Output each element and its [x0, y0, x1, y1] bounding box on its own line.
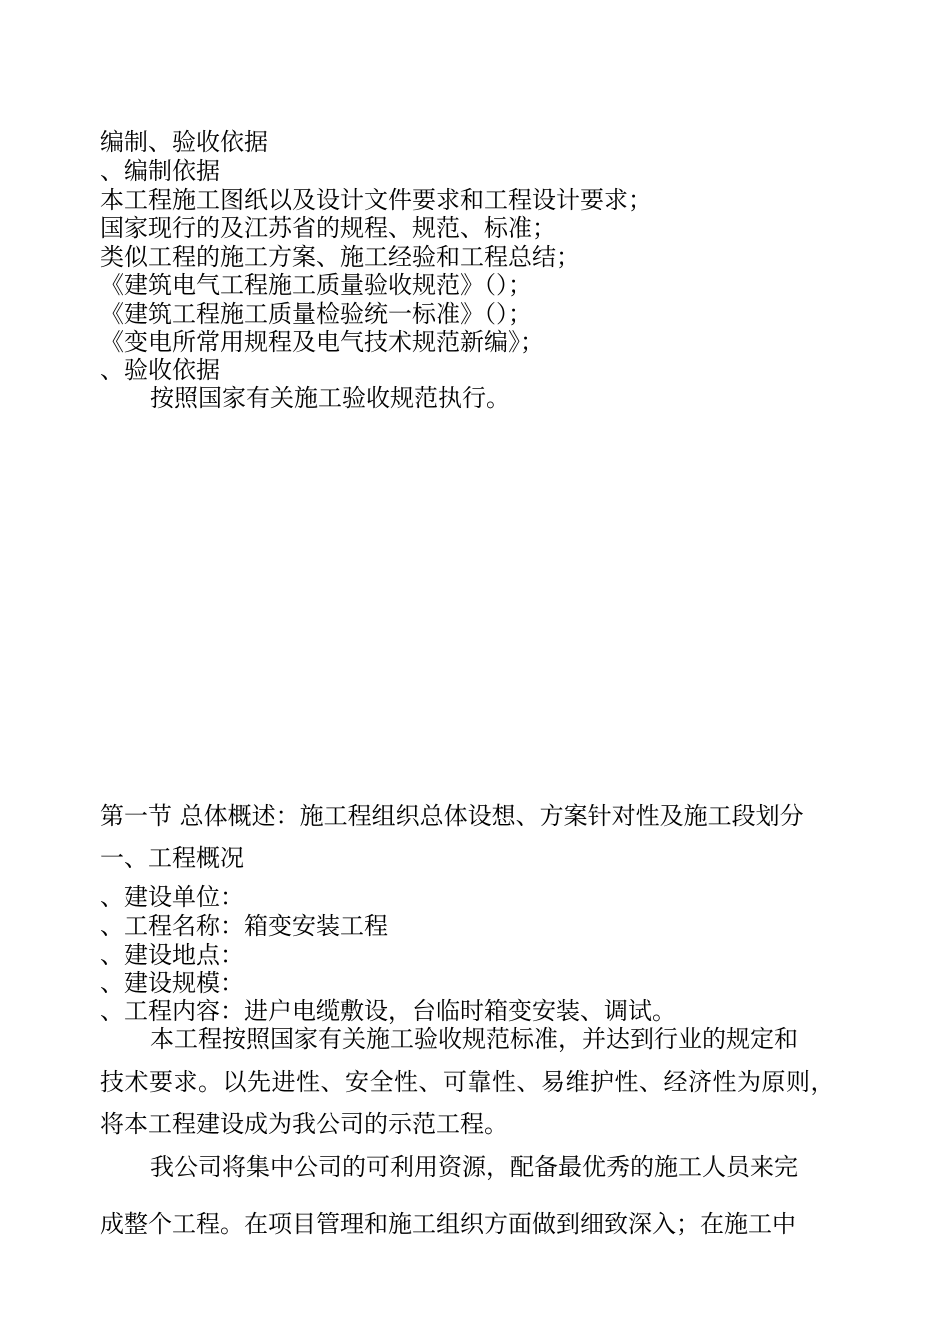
basis-item: 《建筑工程施工质量检验统一标准》（）；	[100, 300, 532, 328]
basis-item: 《建筑电气工程施工质量验收规范》（）；	[100, 271, 532, 299]
paragraph-line: 将本工程建设成为我公司的示范工程。	[100, 1110, 508, 1138]
project-overview-heading: 一、工程概况	[100, 844, 244, 872]
basis-item: 类似工程的施工方案、施工经验和工程总结；	[100, 243, 580, 271]
section-title: 编制、验收依据	[100, 128, 268, 156]
paragraph-line: 技术要求。以先进性、安全性、可靠性、易维护性、经济性为原则，	[100, 1068, 835, 1096]
acceptance-text: 按照国家有关施工验收规范执行。	[150, 384, 510, 412]
basis-item: 本工程施工图纸以及设计文件要求和工程设计要求；	[100, 186, 652, 214]
basis-item: 国家现行的及江苏省的规程、规范、标准；	[100, 214, 556, 242]
paragraph-line: 本工程按照国家有关施工验收规范标准，并达到行业的规定和	[150, 1025, 798, 1053]
chapter-heading: 第一节 总体概述：施工程组织总体设想、方案针对性及施工段划分	[100, 802, 804, 830]
subsection-acceptance-basis: 、验收依据	[100, 356, 220, 384]
overview-field: 、工程名称：箱变安装工程	[100, 912, 388, 940]
basis-item: 《变电所常用规程及电气技术规范新编》；	[100, 328, 544, 356]
subsection-compile-basis: 、编制依据	[100, 157, 220, 185]
overview-field: 、建设规模：	[100, 969, 244, 997]
overview-field: 、建设单位：	[100, 883, 244, 911]
paragraph-line: 我公司将集中公司的可利用资源，配备最优秀的施工人员来完	[150, 1153, 798, 1181]
overview-field: 、建设地点：	[100, 941, 244, 969]
paragraph-line: 成整个工程。在项目管理和施工组织方面做到细致深入；在施工中	[100, 1210, 796, 1238]
overview-field: 、工程内容：进户电缆敷设，台临时箱变安装、调试。	[100, 997, 676, 1025]
